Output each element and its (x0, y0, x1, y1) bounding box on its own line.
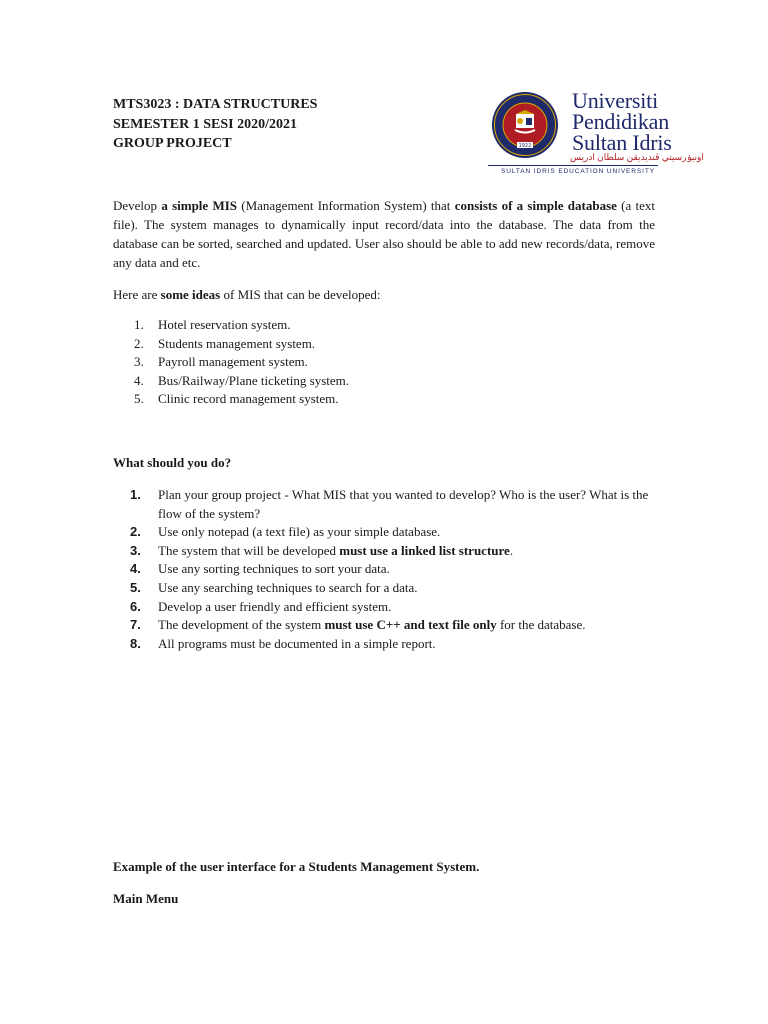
intro-text-2: (Management Information System) that (237, 198, 455, 213)
ideas-intro (113, 285, 655, 304)
logo-divider (488, 165, 658, 166)
university-logo (488, 88, 704, 180)
ideas-intro-text-2: of MIS that can be developed: (220, 287, 381, 302)
list-number: 5. (130, 579, 141, 595)
list-item-text: Use any searching techniques to search for a data. (158, 579, 418, 595)
list-item (113, 353, 349, 372)
list-item-text: Bus/Railway/Plane ticketing system. (158, 372, 350, 388)
list-item-text: Develop a user friendly and efficient system. (158, 598, 392, 614)
list-number: 1. (130, 487, 141, 502)
list-number: 2. (134, 335, 144, 351)
intro-paragraph (113, 196, 655, 272)
list-item-text: All programs must be documented in a simple report. (158, 635, 436, 651)
list-number: 8. (130, 635, 141, 651)
list-item (113, 616, 658, 635)
list-item-text-end: . (509, 542, 514, 558)
list-item (113, 598, 658, 617)
list-item (113, 635, 658, 654)
project-label: GROUP PROJECT (113, 136, 232, 151)
list-number: 5. (134, 391, 144, 407)
course-title: MTS3023 : DATA STRUCTURES (113, 97, 318, 112)
seal-year: 1922 (518, 143, 532, 149)
university-name-english: SULTAN IDRIS EDUCATION UNIVERSITY (501, 168, 655, 175)
list-item-text: The development of the system (158, 617, 325, 633)
list-number: 7. (130, 617, 141, 633)
intro-bold-2: consists of a simple database (454, 198, 617, 213)
list-number: 6. (130, 598, 141, 614)
intro-text-1: Develop (113, 198, 162, 213)
list-item-text: Payroll management system. (158, 354, 308, 370)
list-item-text: Use only notepad (a text file) as your simple database. (158, 524, 441, 540)
list-item (113, 579, 658, 598)
intro-bold-1: a simple MIS (161, 198, 237, 213)
list-item (113, 316, 349, 335)
intro-text-3: (a text file). The system manages to dynamically input record/data into the database. The data from the database can be sorted, searched and updated. User also should be able to add new records/data, remove any data and etc. (113, 198, 656, 270)
list-item-text: Students management system. (158, 335, 316, 351)
list-item-text: The system that will be developed (158, 542, 340, 558)
list-number: 4. (130, 561, 141, 577)
list-item-text-end: for the database. (496, 617, 586, 633)
list-item-bold: must use C++ and text file only (324, 617, 497, 633)
tasks-list (113, 486, 658, 653)
university-name-line3: Sultan Idris (572, 130, 672, 155)
list-item (113, 542, 658, 561)
list-item-bold: must use a linked list structure (339, 542, 510, 558)
list-item (113, 390, 349, 409)
list-number: 3. (130, 542, 141, 558)
semester-line: SEMESTER 1 SESI 2020/2021 (113, 116, 297, 132)
what-to-do-heading: What should you do? (113, 455, 232, 470)
list-item (113, 560, 658, 579)
university-name-line2: Pendidikan (572, 109, 669, 134)
list-number: 1. (134, 317, 144, 332)
list-number: 3. (134, 354, 144, 370)
main-menu-heading: Main Menu (113, 891, 179, 906)
list-item (113, 335, 349, 354)
list-item-text: Use any sorting techniques to sort your data. (158, 561, 390, 577)
list-item-text: Plan your group project - What MIS that you wanted to develop? Who is the user? What is the flow of the system? (158, 487, 649, 521)
university-name-jawi: اونيۏرسيتي ڤنديديقن سلطان ادريس (570, 152, 704, 162)
list-item (113, 372, 349, 391)
list-item (113, 486, 658, 523)
document-header (113, 95, 317, 154)
list-number: 4. (134, 372, 144, 388)
ideas-list (113, 316, 349, 409)
university-seal-icon (490, 90, 560, 160)
list-item-text: Clinic record management system. (158, 391, 339, 407)
university-name (572, 90, 672, 153)
list-item-text: Hotel reservation system. (158, 317, 291, 332)
ideas-intro-text-1: Here are (113, 287, 161, 302)
example-heading: Example of the user interface for a Students Management System. (113, 859, 480, 874)
university-name-line1: Universiti (572, 88, 658, 113)
ideas-intro-bold: some ideas (160, 287, 221, 302)
list-item (113, 523, 658, 542)
list-number: 2. (130, 524, 141, 540)
